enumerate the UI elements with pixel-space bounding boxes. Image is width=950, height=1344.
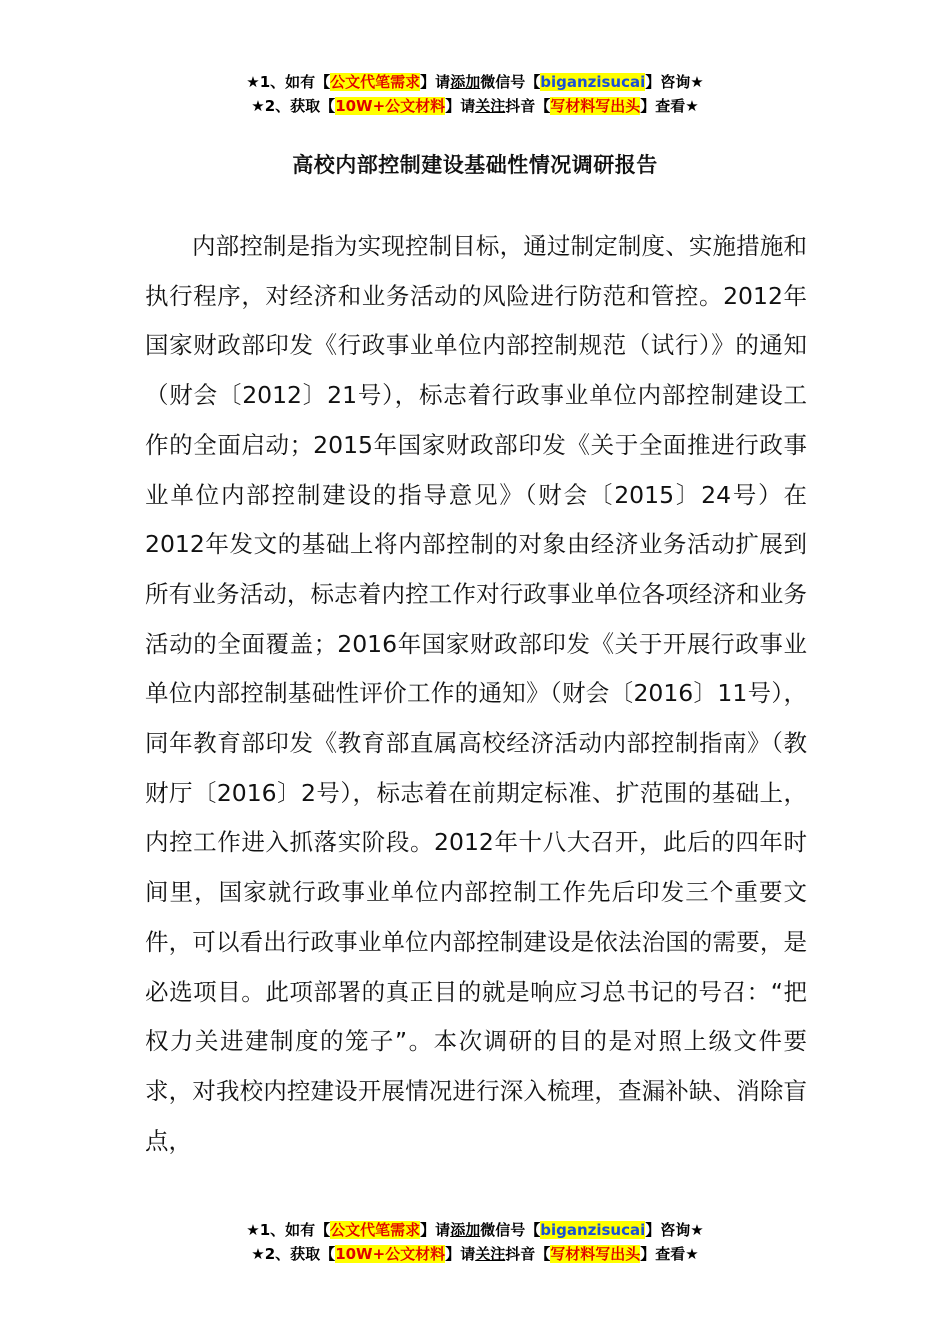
banner-highlight: 10W+公文材料 (335, 1245, 446, 1263)
document-title: 高校内部控制建设基础性情况调研报告 (292, 153, 658, 177)
banner-highlight: 10W+公文材料 (335, 97, 446, 115)
wechat-id: biganzisucai (540, 73, 646, 91)
douyin-account: 写材料写出头 (550, 1245, 641, 1263)
banner-line-1: ★1、如有【公文代笔需求】请添加微信号【biganzisucai】咨询★ (246, 73, 704, 91)
banner-line-2: ★2、获取【10W+公文材料】请关注抖音【写材料写出头】查看★ (251, 1245, 699, 1263)
document-body (145, 222, 807, 1166)
body-paragraph: 内部控制是指为实现控制目标，通过制定制度、实施措施和执行程序，对经济和业务活动的风险进行防范和管控。2012年国家财政部印发《行政事业单位内部控制规范（试行）》的通知（财会〔2012〕21号），标志着行政事业单位内部控制建设工作的全面启动；2015年国家财政部印发《关于全面推进行政事业单位内部控制建设的指导意见》（财会〔2015〕24号）在2012年发文的基础上将内部控制的对象由经济业务活动扩展到所有业务活动，标志着内控工作对行政事业单位各项经济和业务活动的全面覆盖；2016年国家财政部印发《关于开展行政事业单位内部控制基础性评价工作的通知》（财会〔2016〕11号），同年教育部印发《教育部直属高校经济活动内部控制指南》（教财厅〔2016〕2号），标志着在前期定标准、扩范围的基础上，内控工作进入抓落实阶段。2012年十八大召开，此后的四年时间里，国家就行政事业单位内部控制工作先后印发三个重要文件，可以看出行政事业单位内部控制建设是依法治国的需要，是必选项目。此项部署的真正目的就是响应习总书记的号召：“把权力关进建制度的笼子”。本次调研的目的是对照上级文件要求，对我校内控建设开展情况进行深入梳理，查漏补缺、消除盲点， (145, 232, 807, 1155)
banner-highlight: 公文代笔需求 (330, 1221, 421, 1239)
banner-highlight: 公文代笔需求 (330, 73, 421, 91)
wechat-id: biganzisucai (540, 1221, 646, 1239)
banner-line-1: ★1、如有【公文代笔需求】请添加微信号【biganzisucai】咨询★ (246, 1221, 704, 1239)
bottom-banner (0, 1218, 950, 1266)
douyin-account: 写材料写出头 (550, 97, 641, 115)
top-banner (0, 70, 950, 118)
banner-line-2: ★2、获取【10W+公文材料】请关注抖音【写材料写出头】查看★ (251, 97, 699, 115)
